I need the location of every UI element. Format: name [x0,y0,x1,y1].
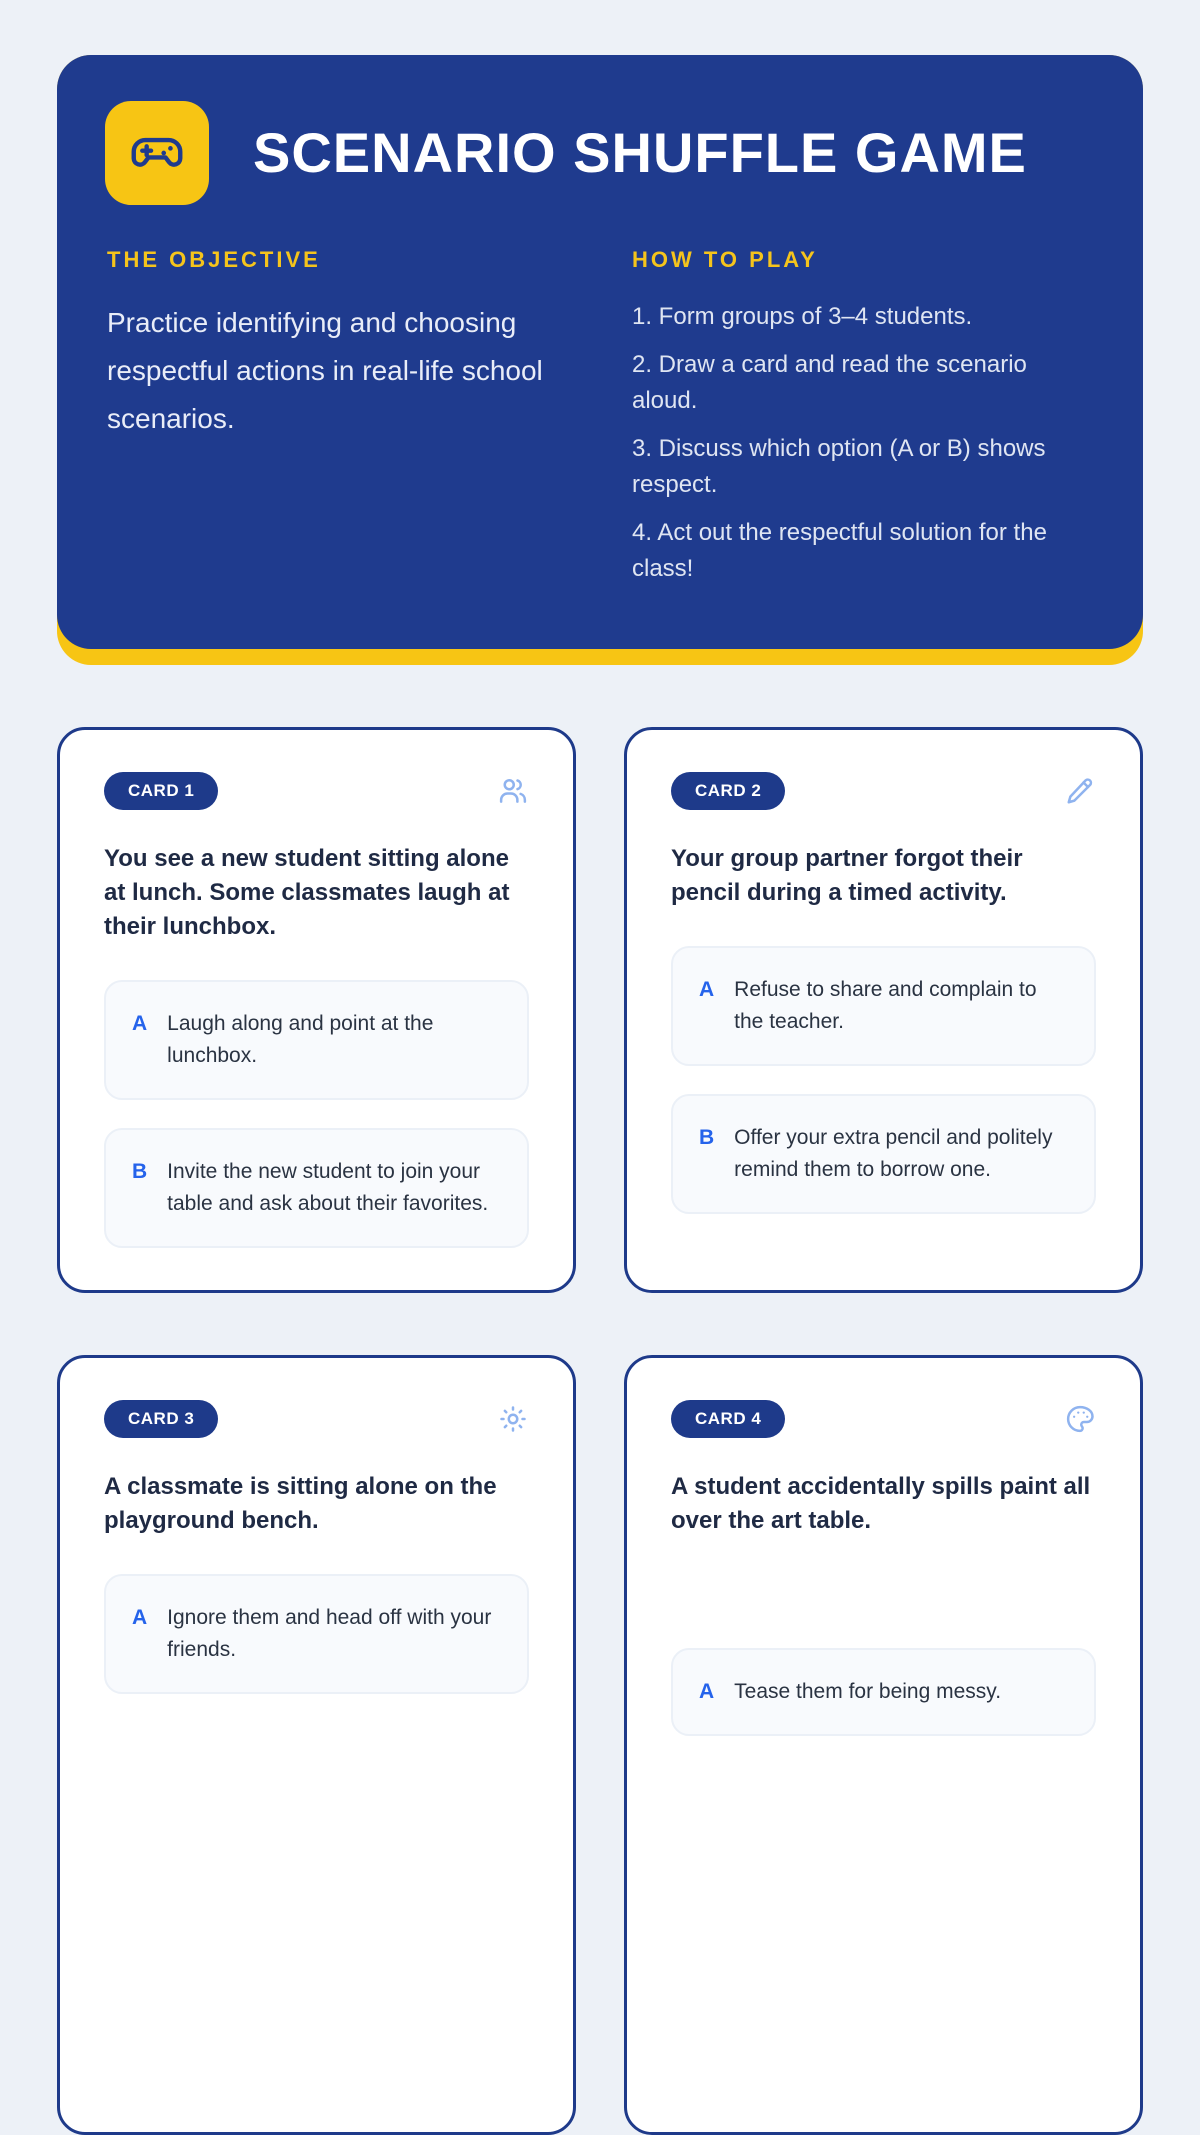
option-text: Offer your extra pencil and politely remind them to borrow one. [734,1126,1053,1181]
option-letter: A [132,1606,148,1629]
how-to-play-steps [632,299,1093,587]
scenario-card-3 [57,1355,576,2135]
card-3-scenario: A classmate is sitting alone on the playground bench. [104,1473,497,1534]
card-3-badge: CARD 3 [104,1400,218,1438]
scenario-card-4 [624,1355,1143,2135]
option-text: Invite the new student to join your table and ask about their favorites. [167,1160,489,1215]
hero-banner [57,55,1143,649]
how-to-play-section [632,247,1093,587]
option-letter: A [699,978,715,1001]
step-3: 3. Discuss which option (A or B) shows respect. [632,435,1046,498]
option-text: Refuse to share and complain to the teacher. [734,978,1037,1033]
card-2-badge: CARD 2 [671,772,785,810]
card-4-scenario: A student accidentally spills paint all over the art table. [671,1473,1091,1534]
step-1: 1. Form groups of 3–4 students. [632,303,973,330]
step-4: 4. Act out the respectful solution for the class! [632,519,1047,582]
option-letter: B [699,1126,715,1149]
scenario-cards [57,727,1143,2135]
step-2: 2. Draw a card and read the scenario aloud. [632,351,1027,414]
page-title: SCENARIO SHUFFLE GAME [253,120,1027,184]
card-1-scenario: You see a new student sitting alone at lunch. Some classmates laugh at their lunchbox. [104,845,510,940]
hero-shadow [57,55,1143,665]
card-2-option-b [671,1094,1096,1214]
card-1-option-b [104,1128,529,1248]
card-4-badge: CARD 4 [671,1400,785,1438]
card-3-option-a [104,1574,529,1694]
scenario-card-1 [57,727,576,1293]
objective-heading: THE OBJECTIVE [107,247,321,272]
option-text: Ignore them and head off with your friends. [167,1606,492,1661]
palette-icon [1064,1403,1096,1435]
option-letter: B [132,1160,148,1183]
option-text: Laugh along and point at the lunchbox. [167,1012,434,1067]
option-letter: A [132,1012,148,1035]
users-icon [497,775,529,807]
how-to-play-heading: HOW TO PLAY [632,247,818,272]
card-1-option-a [104,980,529,1100]
scenario-card-2 [624,727,1143,1293]
gamepad-icon [105,101,209,205]
card-1-badge: CARD 1 [104,772,218,810]
pencil-icon [1064,775,1096,807]
option-text: Tease them for being messy. [734,1680,1002,1703]
card-4-option-a [671,1648,1096,1736]
objective-text: Practice identifying and choosing respectful actions in real-life school scenarios. [107,307,543,434]
sun-icon [497,1403,529,1435]
objective-section [107,247,568,587]
option-letter: A [699,1680,715,1703]
card-2-scenario: Your group partner forgot their pencil during a timed activity. [671,845,1023,906]
card-2-option-a [671,946,1096,1066]
